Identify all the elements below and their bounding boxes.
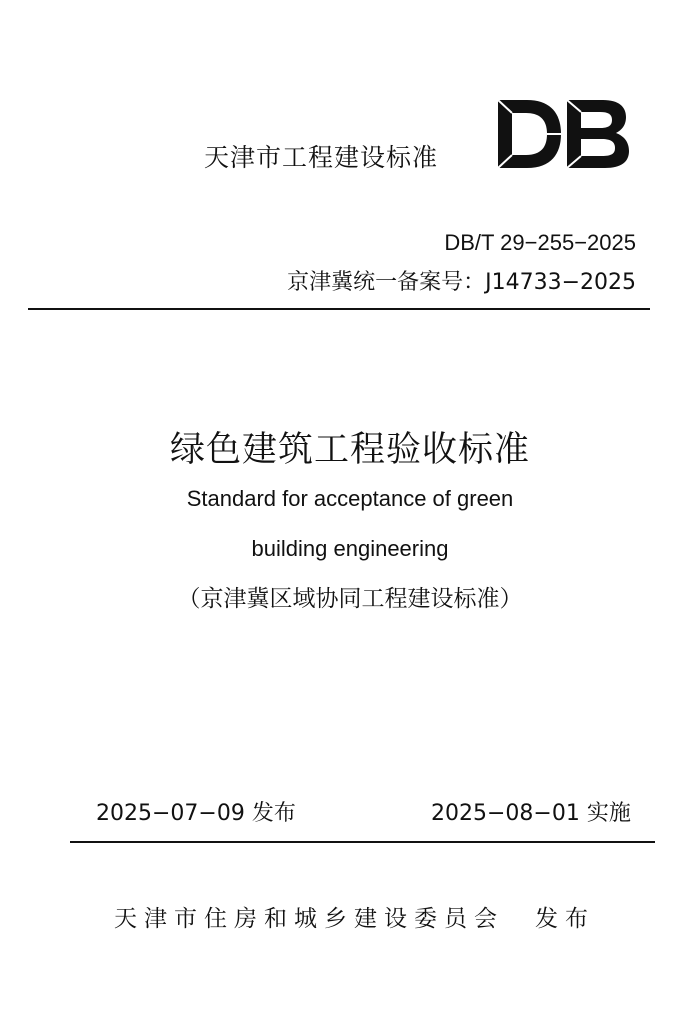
implementation-date: 2025−08−01 实施 — [431, 801, 631, 826]
document-subtitle: （京津冀区域协同工程建设标准） — [177, 586, 523, 612]
db-logo-letter-d — [498, 100, 561, 168]
bottom-divider — [70, 841, 655, 843]
record-code: 京津冀统一备案号：J14733−2025 — [287, 270, 636, 295]
document-title-chinese: 绿色建筑工程验收标准 — [169, 430, 530, 470]
publisher-name: 天津市住房和城乡建设委员会 — [114, 906, 504, 932]
db-logo — [495, 96, 631, 172]
header-title: 天津市工程建设标准 — [204, 143, 439, 172]
standard-code: DB/T 29−255−2025 — [444, 230, 636, 255]
document-title-english-line2: building engineering — [251, 536, 449, 561]
release-date: 2025−07−09 发布 — [96, 801, 296, 826]
publish-action: 发布 — [535, 906, 595, 932]
top-divider — [28, 308, 650, 310]
db-logo-letter-b — [567, 100, 629, 168]
document-title-english-line1: Standard for acceptance of green — [186, 486, 514, 511]
